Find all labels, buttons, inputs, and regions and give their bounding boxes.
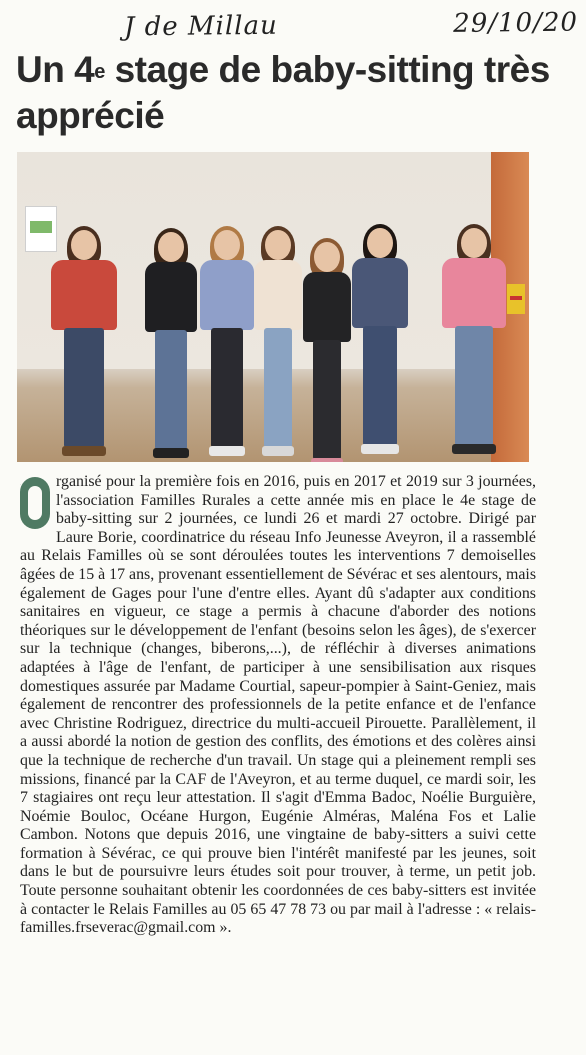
face — [214, 230, 240, 260]
article-body — [20, 473, 536, 938]
face — [367, 228, 393, 258]
person-6 — [352, 228, 408, 458]
person-2 — [145, 232, 197, 462]
top — [352, 258, 408, 328]
top — [303, 272, 351, 342]
source-date: 29/10/20 — [453, 7, 579, 39]
top — [442, 258, 506, 328]
trousers — [455, 326, 493, 446]
face — [158, 232, 184, 262]
face — [314, 242, 340, 272]
person-4 — [254, 230, 302, 460]
handwritten-source-note — [118, 8, 578, 47]
trousers — [363, 326, 397, 446]
article-headline — [16, 47, 576, 139]
article-body-text: rganisé pour la première fois en 2016, puis en 2017 et 2019 sur 3 journées, l'association Familles Rurales a cette année mis en place le 4e stage de baby-sitting sur 2 journées, ce lundi 26 et mardi 27 octobre. Dirigé par Laure Borie, coordinatrice du réseau Info Jeunesse Aveyron, il a rassemblé au Relais Familles où se sont déroulées toutes les interventions 7 demoiselles âgées de 15 à 17 ans, provenant essentiellement de Sévérac et ses alentours, mais également de Gages pour l'une d'entre elles. Ayant dû s'adapter aux conditions sanitaires en vigueur, ce stage a permis à chacune d'aborder des notions théoriques sur le développement de l'enfant (besoins selon les âges), de s'exercer sur la technique (changes, biberons,...), de réfléchir à diverses animations adaptées à l'âge de l'enfant, de participer à une sensibilisation aux risques domestiques assurée par Madame Courtial, sapeur-pompier à Saint-Geniez, mais également de rencontrer des professionnels de la petite enfance et de l'enfance avec Christine Rodriguez, directrice du multi-accueil Pirouette. Parallèlement, il a aussi abordé la notion de gestion des conflits, des émotions et des colères ainsi que la technique de recherche d'un travail. Un stage qui a pleinement rempli ses missions, financé par la CAF de l'Aveyron, et au terme duquel, ce mardi soir, les 7 stagiaires ont reçu leur attestation. Il s'agit d'Emma Badoc, Noélie Burguière, Noémie Bouloc, Océane Hurgon, Eugénie Alméras, Maléna Fos et Lalie Cambon. Notons que depuis 2016, une vingtaine de baby-sitters a suivi cette formation à Sévérac, ce qui prouve bien l'intérêt manifesté par les jeunes, soit dans le but de poursuivre leurs études soit pour trouver, à terme, un petit job. Toute personne souhaitant obtenir les coordonnées de ces baby-sitters est invitée à contacter le Relais Familles au 05 65 47 78 73 ou par mail à l'adresse : « relais-familles.frseverac@gmail.com ». — [20, 473, 536, 937]
dropcap-letter: O — [20, 477, 50, 529]
group-photo — [17, 152, 529, 462]
top — [145, 262, 197, 332]
source-name: J de Millau — [123, 10, 278, 43]
shoes — [262, 446, 295, 456]
trousers — [64, 328, 104, 448]
person-1 — [51, 230, 117, 460]
headline-start: Un 4 — [16, 49, 95, 90]
shoes — [153, 448, 188, 458]
top — [200, 260, 254, 330]
trousers — [313, 340, 342, 460]
shoes — [209, 446, 246, 456]
face — [461, 228, 487, 258]
exit-sign — [507, 284, 525, 314]
person-5 — [303, 242, 351, 462]
person-7 — [442, 228, 506, 458]
trousers — [264, 328, 293, 448]
trousers — [155, 330, 186, 450]
trousers — [211, 328, 243, 448]
person-3 — [200, 230, 254, 460]
shoes — [452, 444, 496, 454]
shoes — [361, 444, 399, 454]
top — [51, 260, 117, 330]
headline-end: stage de baby-sitting très apprécié — [16, 49, 550, 136]
shoes — [311, 458, 344, 462]
face — [71, 230, 97, 260]
top — [254, 260, 302, 330]
shoes — [62, 446, 107, 456]
face — [265, 230, 291, 260]
headline-superscript: e — [94, 61, 105, 83]
